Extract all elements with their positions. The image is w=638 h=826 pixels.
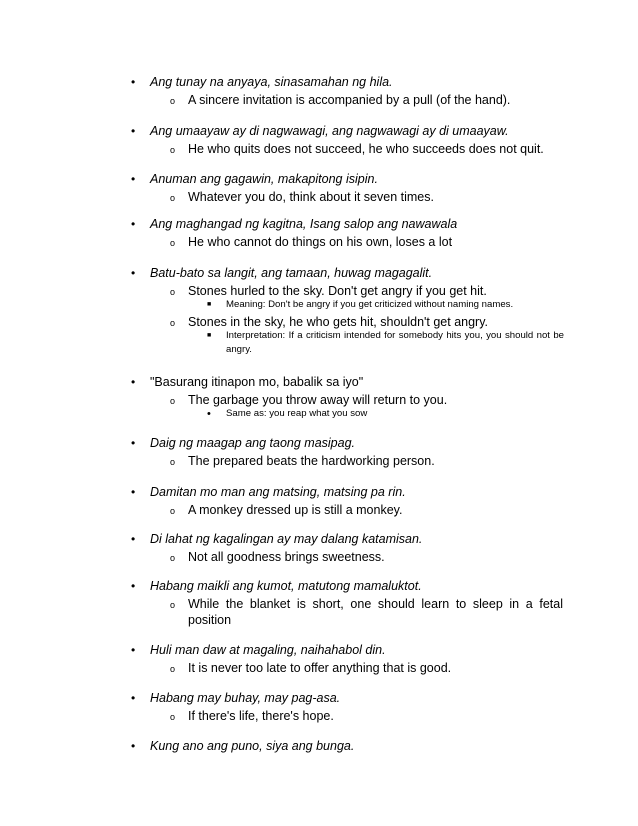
bullet-icon: • <box>131 75 136 89</box>
translation-text: He who quits does not succeed, he who succeeds does not quit. <box>188 142 544 156</box>
note-text: Meaning: Don't be angry if you get criticized without naming names. <box>226 299 514 310</box>
translation-text: Stones hurled to the sky. Don't get angry if you get hit. <box>188 284 487 298</box>
translation-text: While the blanket is short, one should learn to sleep in a fetal position <box>188 597 563 627</box>
proverb-text: "Basurang itinapon mo, babalik sa iyo" <box>150 375 364 389</box>
translation-text: The garbage you throw away will return to you. <box>188 393 448 407</box>
dot-bullet-icon: • <box>207 408 211 420</box>
proverb-text: Kung ano ang puno, siya ang bunga. <box>150 739 355 753</box>
translation-text: He who cannot do things on his own, loses a lot <box>188 235 453 249</box>
proverb-text: Habang may buhay, may pag-asa. <box>150 691 341 705</box>
bullet-icon: • <box>131 643 136 657</box>
sub-bullet-icon: o <box>170 193 176 203</box>
sub-bullet-icon: o <box>170 712 176 722</box>
translation-text: Not all goodness brings sweetness. <box>188 550 385 564</box>
note-text: Same as: you reap what you sow <box>226 408 368 419</box>
translation-text: Whatever you do, think about it seven times. <box>188 190 434 204</box>
sub-bullet-icon: o <box>170 553 176 563</box>
square-bullet-icon: ■ <box>207 332 212 339</box>
sub-bullet-icon: o <box>170 664 176 674</box>
proverb-text: Huli man daw at magaling, naihahabol din. <box>150 643 386 657</box>
bullet-icon: • <box>131 739 136 753</box>
sub-bullet-icon: o <box>170 318 176 328</box>
note-text: Interpretation: If a criticism intended for somebody hits you, you should not be angry. <box>226 330 564 355</box>
sub-bullet-icon: o <box>170 600 176 610</box>
proverb-text: Damitan mo man ang matsing, matsing pa rin. <box>150 485 406 499</box>
proverb-text: Daig ng maagap ang taong masipag. <box>150 436 356 450</box>
proverb-text: Anuman ang gagawin, makapitong isipin. <box>150 172 378 186</box>
bullet-icon: • <box>131 691 136 705</box>
bullet-icon: • <box>131 485 136 499</box>
sub-bullet-icon: o <box>170 145 176 155</box>
sub-bullet-icon: o <box>170 457 176 467</box>
proverb-text: Di lahat ng kagalingan ay may dalang katamisan. <box>150 532 423 546</box>
proverb-text: Batu-bato sa langit, ang tamaan, huwag magagalit. <box>150 266 433 280</box>
sub-bullet-icon: o <box>170 96 176 106</box>
sub-bullet-icon: o <box>170 238 176 248</box>
proverb-text: Ang maghangad ng kagitna, Isang salop ang nawawala <box>150 217 458 231</box>
bullet-icon: • <box>131 124 136 138</box>
sub-bullet-icon: o <box>170 396 176 406</box>
bullet-icon: • <box>131 579 136 593</box>
bullet-icon: • <box>131 266 136 280</box>
bullet-icon: • <box>131 172 136 186</box>
proverb-text: Ang tunay na anyaya, sinasamahan ng hila. <box>150 75 393 89</box>
bullet-icon: • <box>131 436 136 450</box>
translation-text: A sincere invitation is accompanied by a pull (of the hand). <box>188 93 511 107</box>
bullet-icon: • <box>131 375 136 389</box>
translation-text: The prepared beats the hardworking person. <box>188 454 435 468</box>
proverb-text: Habang maikli ang kumot, matutong mamaluktot. <box>150 579 422 593</box>
proverb-text: Ang umaayaw ay di nagwawagi, ang nagwawagi ay di umaayaw. <box>150 124 509 138</box>
translation-text: A monkey dressed up is still a monkey. <box>188 503 403 517</box>
bullet-icon: • <box>131 217 136 231</box>
translation-text: It is never too late to offer anything that is good. <box>188 661 452 675</box>
translation-text: Stones in the sky, he who gets hit, shouldn't get angry. <box>188 315 489 329</box>
bullet-icon: • <box>131 532 136 546</box>
sub-bullet-icon: o <box>170 506 176 516</box>
sub-bullet-icon: o <box>170 287 176 297</box>
square-bullet-icon: ■ <box>207 301 212 308</box>
translation-text: If there's life, there's hope. <box>188 709 334 723</box>
